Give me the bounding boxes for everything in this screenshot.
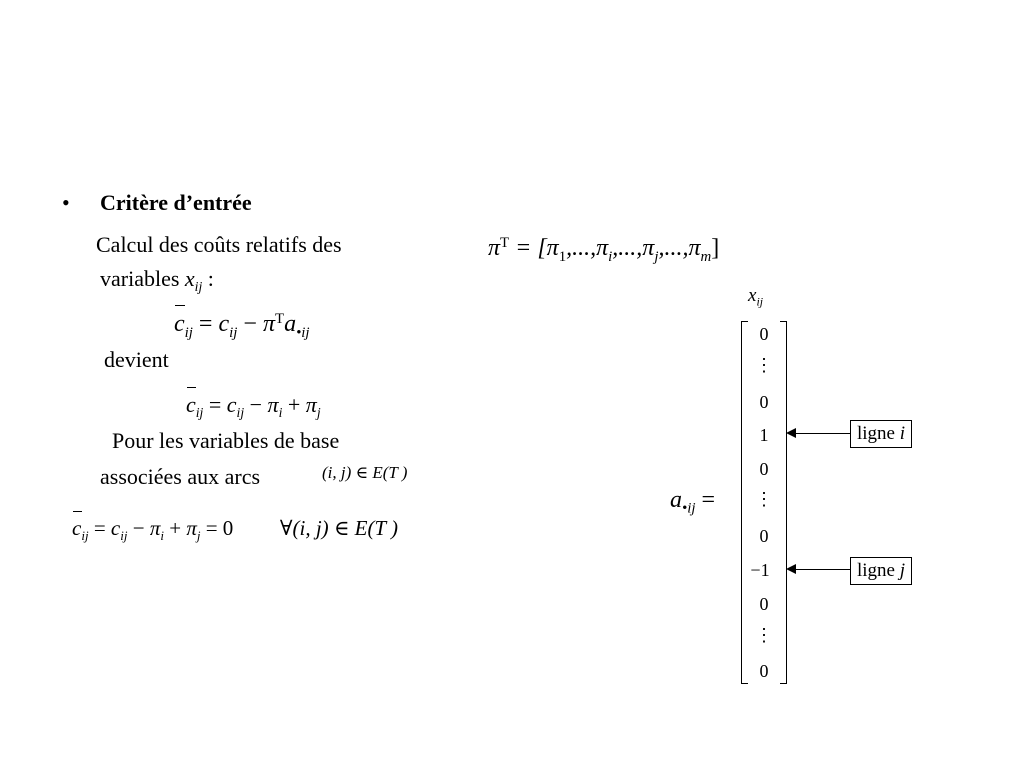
label-ligne-j <box>850 557 912 585</box>
pi-d2: ,...,π <box>612 235 655 262</box>
eq1-c: c <box>218 311 230 338</box>
vector-entry: 0 <box>759 594 769 614</box>
eq1-pi: π <box>262 311 275 338</box>
text-pour-les-variables: Pour les variables de base <box>112 428 340 453</box>
bullet-marker: • <box>62 190 70 215</box>
matrix-lhs <box>670 488 715 517</box>
arrow-head-ligne-i <box>786 428 796 438</box>
matrix-header <box>748 286 763 308</box>
eq1-sup: T <box>274 311 285 327</box>
eq2-equals: = <box>208 392 222 417</box>
label-ligne-j-text: ligne <box>857 560 895 581</box>
eq2-c: c <box>226 392 237 417</box>
pi-sup: T <box>500 235 510 251</box>
pi-d1: ,...,π <box>566 235 609 262</box>
var-x: x <box>184 266 195 291</box>
text-devient: devient <box>104 347 169 372</box>
matrix-header-sub: ij <box>756 295 763 309</box>
arrow-head-ligne-j <box>786 564 796 574</box>
column-vector <box>741 321 787 684</box>
eq1-c-sub: ij <box>229 324 238 341</box>
vector-entry: ⋮ <box>755 625 773 645</box>
vector-entry: 0 <box>759 661 769 681</box>
equation-tree-cost <box>186 394 321 420</box>
label-ligne-i <box>850 420 912 448</box>
eq3-equals-zero: = 0 <box>205 516 234 540</box>
eq3-cbar-sub: ij <box>81 527 89 543</box>
vector-entry: ⋮ <box>755 355 773 375</box>
eq3-pi-j: π <box>186 516 197 540</box>
pi-d3: ,...,π <box>658 235 701 262</box>
eq3-forall: ∀(i, j) ∈ E(T ) <box>279 516 399 540</box>
pi-close: ] <box>711 235 720 262</box>
label-ligne-i-text: ligne <box>857 423 895 444</box>
equation-basic-zero <box>72 518 398 542</box>
equation-reduced-cost <box>174 312 310 341</box>
vector-entry: ⋮ <box>755 489 773 509</box>
eq2-c-sub: ij <box>236 405 245 421</box>
pi-si: i <box>608 248 613 265</box>
pi-s1: 1 <box>558 248 567 265</box>
pi-vector <box>488 236 719 265</box>
matrix-lhs-a: a <box>670 487 682 513</box>
eq3-pi-i: π <box>149 516 161 540</box>
text-variables <box>100 268 214 294</box>
var-x-sub: ij <box>194 279 203 295</box>
eq1-minus: − <box>243 311 257 338</box>
pi-sj: j <box>654 248 659 265</box>
vector-entry: −1 <box>750 560 770 580</box>
eq2-minus: − <box>249 392 263 417</box>
pi-symbol: π <box>488 235 501 262</box>
text-associees: associées aux arcs <box>100 464 261 489</box>
vector-entry: 0 <box>759 392 769 412</box>
text-colon: : <box>207 266 214 291</box>
eq2-cbar-sub: ij <box>195 405 204 421</box>
eq3-equals: = <box>93 516 106 540</box>
eq3-i: i <box>160 527 164 543</box>
matrix-lhs-sub: •ij <box>682 500 696 517</box>
pi-sm: m <box>700 248 712 265</box>
eq1-cbar: c <box>174 311 185 338</box>
matrix-lhs-equals: = <box>701 487 716 513</box>
eq3-c-sub: ij <box>120 527 128 543</box>
eq2-pi-i: π <box>267 392 279 417</box>
vector-entry: 1 <box>759 425 769 445</box>
vector-entry: 0 <box>759 324 769 344</box>
vector-entry: 0 <box>759 459 769 479</box>
eq3-c: c <box>110 516 121 540</box>
label-ligne-i-var: i <box>899 423 906 444</box>
arcs-expression: (i, j) ∈ E(T ) <box>322 463 408 482</box>
eq3-cbar: c <box>72 516 82 540</box>
eq1-a: a <box>284 311 297 338</box>
pi-open: = [π <box>515 235 559 262</box>
matrix-header-x: x <box>748 285 757 306</box>
eq2-pi-j: π <box>305 392 317 417</box>
eq3-j: j <box>196 527 201 543</box>
eq1-equals: = <box>198 311 213 338</box>
eq2-j: j <box>316 405 321 421</box>
eq1-a-sub: •ij <box>296 324 310 341</box>
eq2-i: i <box>278 405 283 421</box>
text-calcul: Calcul des coûts relatifs des <box>96 232 342 257</box>
eq1-cbar-sub: ij <box>184 324 193 341</box>
text-variables-prefix: variables <box>100 266 180 291</box>
eq3-plus: + <box>169 516 182 540</box>
eq2-plus: + <box>287 392 301 417</box>
eq3-minus: − <box>132 516 145 540</box>
section-heading: Critère d’entrée <box>100 190 252 215</box>
label-ligne-j-var: j <box>899 560 906 581</box>
arrow-ligne-i <box>796 433 850 434</box>
vector-entry: 0 <box>759 526 769 546</box>
eq2-cbar: c <box>186 392 196 417</box>
arrow-ligne-j <box>796 569 850 570</box>
